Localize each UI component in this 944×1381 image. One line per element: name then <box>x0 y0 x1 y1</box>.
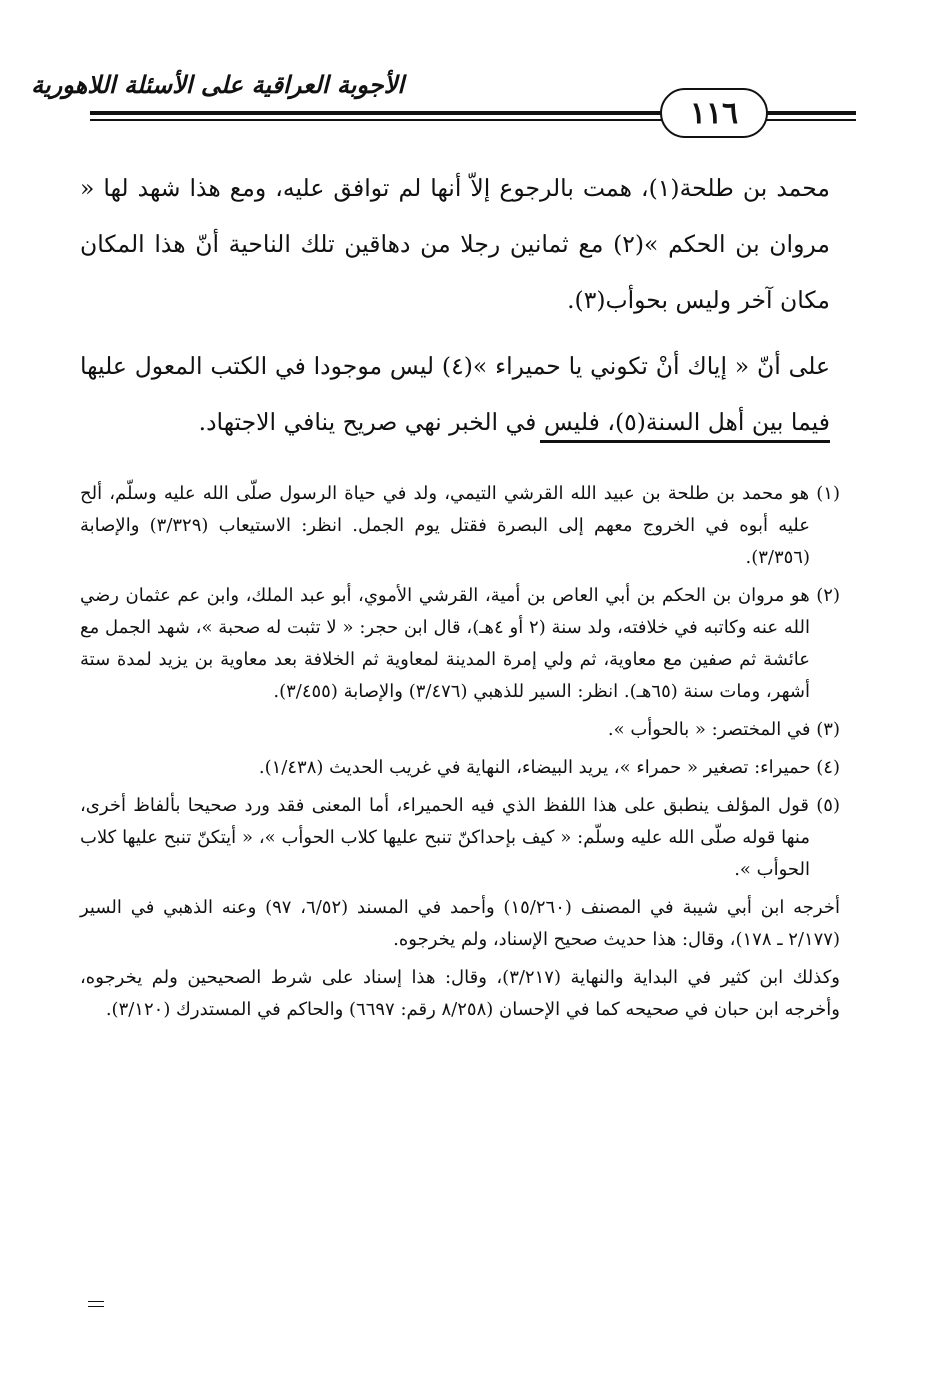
header-rule-thick-right <box>766 111 856 115</box>
header-rule-thin-right <box>766 119 856 121</box>
page-end-mark <box>88 1301 104 1307</box>
footnote-2: (٢) هو مروان بن الحكم بن أبي العاص بن أمية، القرشي الأموي، أبو عبد الملك، وابن عم عثمان رضي الله عنه وكاتبه في خلافته، ولد سنة (٢ أو ٤هـ)، قال ابن حجر: « لا تثبت له صحبة »، شهد الجمل مع عائشة ثم صفين مع معاوية، ثم ولي إمرة المدينة لمعاوية ثم الخلافة بعد معاوية بن يزيد لمدة ستة أشهر، ومات سنة (٦٥هـ). انظر: السير للذهبي (٣/٤٧٦) والإصابة (٣/٤٥٥). <box>80 585 840 702</box>
main-paragraph: على أنّ « إياك أنْ تكوني يا حميراء »(٤) ليس موجودا في الكتب المعول عليها فيما بين أهل السنة(٥)، فليس في الخبر نهي صريح ينافي الاجتهاد. <box>80 352 830 436</box>
footnote-3: (٣) في المختصر: « بالحوأب ». <box>607 719 840 740</box>
footnote-separator <box>540 440 830 443</box>
footnote-continuation: وكذلك ابن كثير في البداية والنهاية (٣/٢١٧)، وقال: هذا إسناد على شرط الصحيحين ولم يخرجوه، وأخرجه ابن حبان في صحيحه كما في الإحسان (٨/٢٥٨ رقم: ٦٦٩٧) والحاكم في المستدرك (٣/١٢٠). <box>80 967 840 1020</box>
header-rule-thin <box>90 119 662 121</box>
footnote-4: (٤) حميراء: تصغير « حمراء »، يريد البيضاء، النهاية في غريب الحديث (١/٤٣٨). <box>258 757 840 778</box>
running-header-title: الأجوبة العراقية على الأسئلة اللاهورية <box>31 70 404 99</box>
page-number: ١١٦ <box>660 88 768 138</box>
main-body <box>80 160 830 450</box>
footnote-1: (١) هو محمد بن طلحة بن عبيد الله القرشي التيمي، ولد في حياة الرسول صلّى الله عليه وسلّم، ألح عليه أبوه في الخروج معهم إلى البصرة فقتل يوم الجمل. انظر: الاستيعاب (٣/٣٢٩) والإصابة (٣/٣٥٦). <box>80 483 840 568</box>
header-rule-thick <box>90 111 662 115</box>
footnote-continuation: أخرجه ابن أبي شيبة في المصنف (١٥/٢٦٠) وأحمد في المسند (٦/٥٢، ٩٧) وعنه الذهبي في السير (٢/١٧٧ ـ ١٧٨)، وقال: هذا حديث صحيح الإسناد، ولم يخرجوه. <box>80 897 840 950</box>
main-paragraph: محمد بن طلحة(١)، همت بالرجوع إلاّ أنها لم توافق عليه، ومع هذا شهد لها « مروان بن الحكم »(٢) مع ثمانين رجلا من دهاقين تلك الناحية أنّ هذا المكان مكان آخر وليس بحوأب(٣). <box>80 174 831 314</box>
footnotes <box>80 478 840 1032</box>
footnote-5: (٥) قول المؤلف ينطبق على هذا اللفظ الذي فيه الحميراء، أما المعنى فقد ورد صحيحا بألفاظ أخرى، منها قوله صلّى الله عليه وسلّم: « كيف بإحداكنّ تنبح عليها كلاب الحوأب »، « أيتكنّ تنبح عليها كلاب الحوأب ». <box>80 795 840 880</box>
